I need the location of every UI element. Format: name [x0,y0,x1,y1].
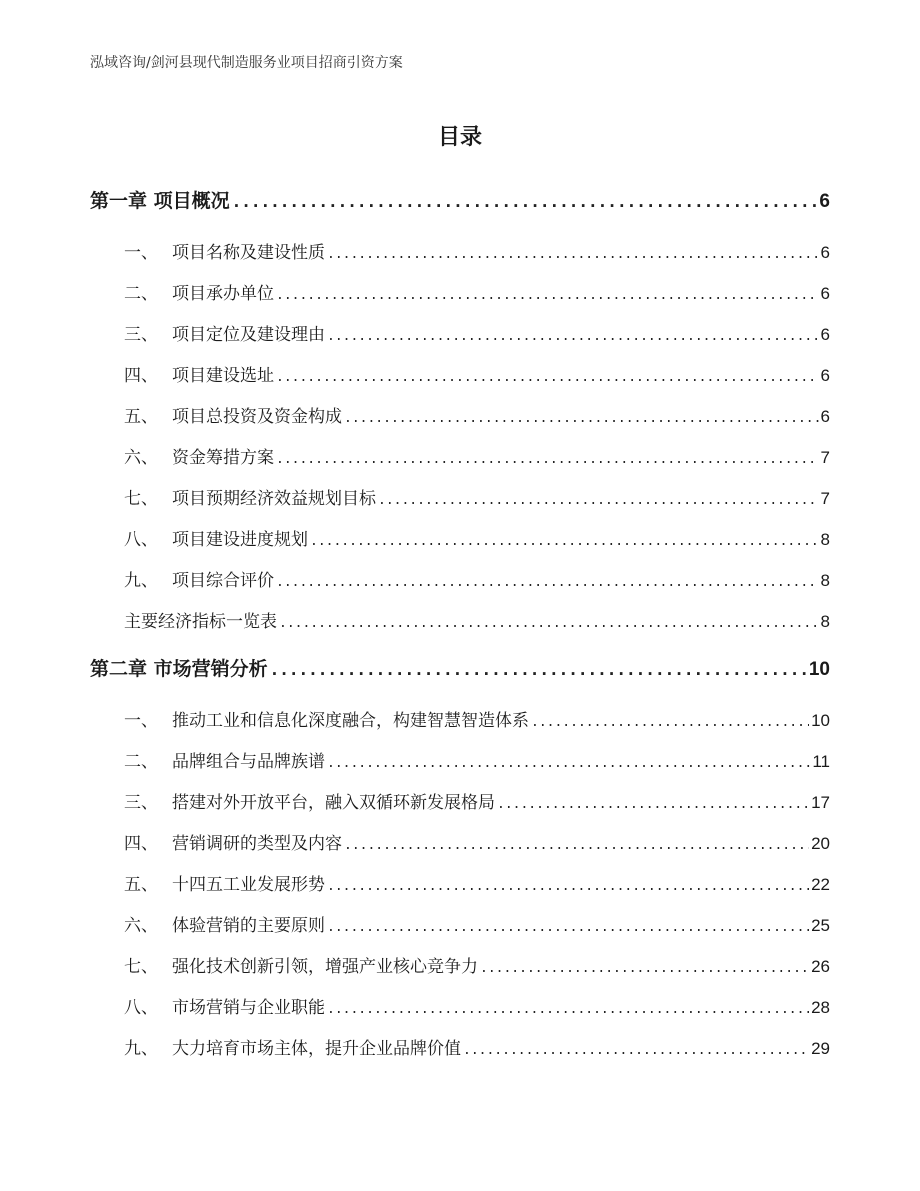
entry-page-number: 8 [820,530,830,549]
toc-entry[interactable] [90,747,830,788]
entry-label: 项目定位及建设理由 [172,325,325,345]
toc-entry[interactable] [90,484,830,525]
leader-dots [327,1002,809,1017]
toc-entry[interactable] [90,952,830,993]
entry-page-number: 20 [811,834,830,853]
entry-page-number: 8 [820,571,830,590]
entry-label: 资金筹措方案 [172,448,274,468]
chapter-label: 第二章 市场营销分析 [90,658,268,680]
entry-page-number: 22 [811,875,830,894]
leader-dots [276,452,819,467]
toc-entry[interactable] [90,238,830,279]
leader-dots [327,756,810,771]
entry-page-number: 8 [820,612,830,631]
entry-number: 五、 [124,407,158,427]
leader-dots [327,920,809,935]
chapter-page-number: 6 [819,191,830,212]
entry-label: 大力培育市场主体，提升企业品牌价值 [172,1039,461,1059]
entry-page-number: 17 [811,793,830,812]
entry-number: 一、 [124,711,158,731]
entry-label: 推动工业和信息化深度融合，构建智慧智造体系 [172,711,529,731]
chapter-page-number: 10 [808,659,830,680]
toc-entry[interactable] [90,566,830,607]
entry-number: 四、 [124,834,158,854]
chapter-label: 第一章 项目概况 [90,190,230,212]
entry-page-number: 28 [811,998,830,1017]
entry-label: 项目建设选址 [172,366,274,386]
entry-number: 六、 [124,448,158,468]
entry-page-number: 26 [811,957,830,976]
leader-dots [497,797,809,812]
entry-number: 七、 [124,489,158,509]
entry-page-number: 29 [811,1039,830,1058]
leader-dots [327,329,819,344]
toc-entry[interactable] [90,870,830,911]
leader-dots [480,961,809,976]
toc-entry[interactable] [90,993,830,1034]
entry-number: 四、 [124,366,158,386]
leader-dots [327,247,819,262]
entry-number: 七、 [124,957,158,977]
entry-page-number: 6 [820,243,830,262]
toc-entry[interactable] [90,829,830,870]
entry-page-number: 6 [820,325,830,344]
entry-number: 六、 [124,916,158,936]
entry-label: 十四五工业发展形势 [172,875,325,895]
leader-dots [310,534,819,549]
entry-label: 品牌组合与品牌族谱 [172,752,325,772]
entry-label: 体验营销的主要原则 [172,916,325,936]
entry-label: 项目总投资及资金构成 [172,407,342,427]
toc-chapter-1[interactable] [90,186,830,222]
toc-entry[interactable] [90,911,830,952]
entry-number: 二、 [124,284,158,304]
entry-label: 主要经济指标一览表 [124,612,277,632]
entry-page-number: 25 [811,916,830,935]
toc-entry[interactable] [90,361,830,402]
leader-dots [378,493,819,508]
entry-page-number: 7 [820,489,830,508]
toc-entry[interactable] [90,607,830,648]
entry-page-number: 11 [812,752,830,771]
leader-dots [270,660,807,679]
toc-chapter-2[interactable] [90,654,830,690]
entry-number: 八、 [124,998,158,1018]
leader-dots [276,575,819,590]
entry-page-number: 6 [820,366,830,385]
entry-number: 二、 [124,752,158,772]
toc-entry[interactable] [90,788,830,829]
entry-label: 项目预期经济效益规划目标 [172,489,376,509]
leader-dots [344,838,809,853]
leader-dots [531,715,809,730]
entry-page-number: 10 [811,711,830,730]
table-of-contents [90,180,830,1075]
entry-number: 五、 [124,875,158,895]
toc-entry[interactable] [90,320,830,361]
entry-page-number: 6 [820,284,830,303]
running-header: 泓域咨询/剑河县现代制造服务业项目招商引资方案 [90,55,403,71]
entry-number: 八、 [124,530,158,550]
leader-dots [232,192,818,211]
toc-entry[interactable] [90,443,830,484]
entry-label: 强化技术创新引领，增强产业核心竞争力 [172,957,478,977]
entry-label: 项目综合评价 [172,571,274,591]
leader-dots [327,879,809,894]
toc-entry[interactable] [90,1034,830,1075]
entry-number: 九、 [124,1039,158,1059]
leader-dots [279,616,819,631]
entry-label: 营销调研的类型及内容 [172,834,342,854]
entry-number: 三、 [124,325,158,345]
entry-label: 项目承办单位 [172,284,274,304]
entry-page-number: 6 [820,407,830,426]
entry-number: 三、 [124,793,158,813]
entry-label: 市场营销与企业职能 [172,998,325,1018]
leader-dots [276,288,819,303]
toc-entry[interactable] [90,279,830,320]
leader-dots [344,411,819,426]
toc-title: 目录 [437,125,482,150]
entry-label: 搭建对外开放平台，融入双循环新发展格局 [172,793,495,813]
toc-entry[interactable] [90,402,830,443]
leader-dots [463,1043,809,1058]
toc-entry[interactable] [90,706,830,747]
entry-page-number: 7 [820,448,830,467]
entry-label: 项目建设进度规划 [172,530,308,550]
entry-number: 九、 [124,571,158,591]
leader-dots [276,370,819,385]
entry-number: 一、 [124,243,158,263]
toc-entry[interactable] [90,525,830,566]
entry-label: 项目名称及建设性质 [172,243,325,263]
